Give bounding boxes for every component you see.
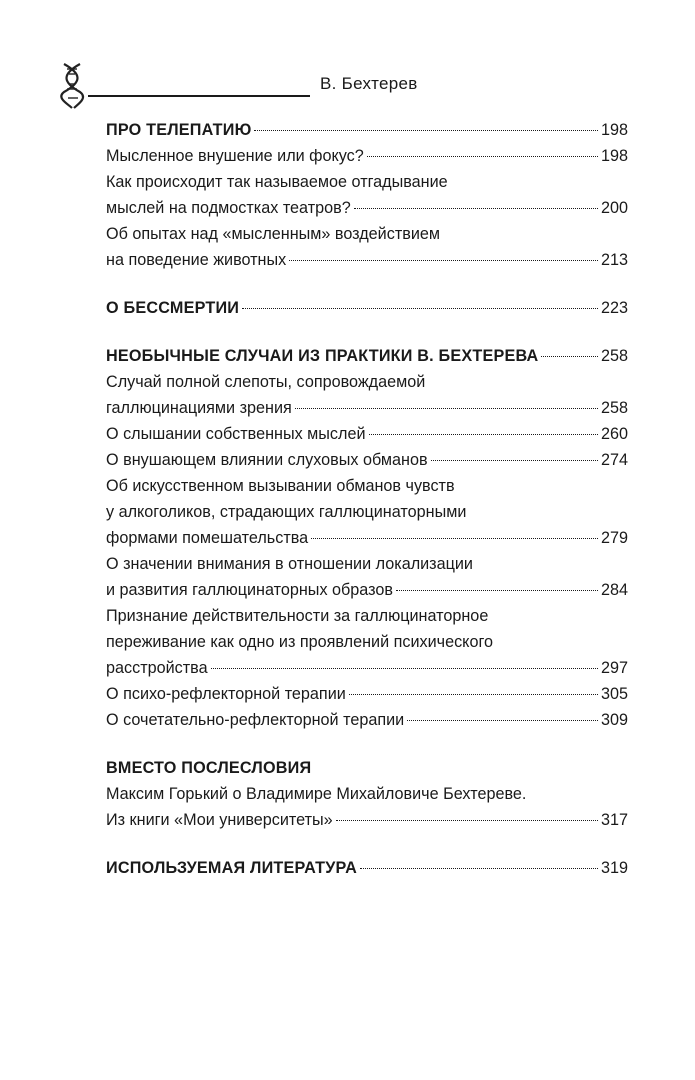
toc-entry-title: Из книги «Мои университеты» (106, 811, 333, 829)
toc-entry-title: О слышании собственных мыслей (106, 425, 366, 443)
toc-section (106, 343, 628, 733)
toc-entry-title: галлюцинациями зрения (106, 399, 292, 417)
dot-leader (396, 590, 598, 591)
toc-entry (106, 247, 628, 273)
toc-entry-title: Максим Горький о Владимире Михайловиче Бехтереве. (106, 785, 527, 803)
page-number: 198 (600, 121, 628, 139)
toc-section-title: НЕОБЫЧНЫЕ СЛУЧАИ ИЗ ПРАКТИКИ В. БЕХТЕРЕВА (106, 347, 539, 365)
toc-entry (106, 707, 628, 733)
dot-leader (211, 668, 598, 669)
dot-leader (541, 356, 598, 357)
toc-entry-title: О внушающем влиянии слуховых обманов (106, 451, 428, 469)
toc-entry-title: у алкоголиков, страдающих галлюцинаторными (106, 503, 467, 521)
dot-leader (295, 408, 598, 409)
running-header (58, 62, 618, 110)
toc-entry-line (106, 629, 628, 655)
toc-entry-title: и развития галлюцинаторных образов (106, 581, 393, 599)
toc-entry-title: Мысленное внушение или фокус? (106, 147, 364, 165)
page-number: 317 (600, 811, 628, 829)
toc-section-title: ПРО ТЕЛЕПАТИЮ (106, 121, 252, 139)
toc-entry (106, 681, 628, 707)
toc-entry (106, 143, 628, 169)
dot-leader (289, 260, 598, 261)
dot-leader (311, 538, 598, 539)
toc-entry (106, 655, 628, 681)
toc-section (106, 117, 628, 273)
toc-section-title: ВМЕСТО ПОСЛЕСЛОВИЯ (106, 759, 312, 777)
page-number: 305 (600, 685, 628, 703)
author-name: В. Бехтерев (320, 74, 418, 93)
toc-entry (106, 855, 628, 881)
toc-entry (106, 525, 628, 551)
page-number: 274 (600, 451, 628, 469)
toc-entry-title: О значении внимания в отношении локализации (106, 555, 473, 573)
toc-entry (106, 577, 628, 603)
toc-entry (106, 395, 628, 421)
page-number: 297 (600, 659, 628, 677)
toc-entry-line (106, 755, 628, 781)
toc-entry-title: на поведение животных (106, 251, 287, 269)
dot-leader (242, 308, 598, 309)
page-number: 200 (600, 199, 628, 217)
toc-entry (106, 295, 628, 321)
toc-section-title: О БЕССМЕРТИИ (106, 299, 240, 317)
page-number: 319 (600, 859, 628, 877)
toc-section (106, 855, 628, 881)
dot-leader (336, 820, 598, 821)
toc-entry-title: мыслей на подмостках театров? (106, 199, 351, 217)
toc-entry (106, 343, 628, 369)
toc-entry-line (106, 221, 628, 247)
page-number: 213 (600, 251, 628, 269)
toc-entry (106, 421, 628, 447)
toc-entry-title: переживание как одно из проявлений психического (106, 633, 493, 651)
dot-leader (407, 720, 598, 721)
header-rule (88, 95, 310, 97)
toc-entry (106, 447, 628, 473)
dot-leader (254, 130, 598, 131)
toc-section-title: ИСПОЛЬЗУЕМАЯ ЛИТЕРАТУРА (106, 859, 357, 877)
toc-entry-line (106, 551, 628, 577)
table-of-contents (106, 117, 628, 903)
dot-leader (349, 694, 598, 695)
toc-section (106, 295, 628, 321)
toc-entry-title: Случай полной слепоты, сопровождаемой (106, 373, 426, 391)
toc-entry-line (106, 473, 628, 499)
toc-entry (106, 807, 628, 833)
toc-entry-line (106, 781, 628, 807)
toc-entry-title: Признание действительности за галлюцинаторное (106, 607, 489, 625)
page-number: 279 (600, 529, 628, 547)
toc-entry-title: Об опытах над «мысленным» воздействием (106, 225, 441, 243)
toc-entry-title: расстройства (106, 659, 208, 677)
toc-entry (106, 117, 628, 143)
toc-entry-title: Как происходит так называемое отгадывание (106, 173, 448, 191)
page-number: 284 (600, 581, 628, 599)
dot-leader (367, 156, 598, 157)
dot-leader (354, 208, 598, 209)
toc-entry-title: О психо-рефлекторной терапии (106, 685, 346, 703)
page-number: 309 (600, 711, 628, 729)
page-number: 198 (600, 147, 628, 165)
dot-leader (360, 868, 598, 869)
page-number: 258 (600, 399, 628, 417)
toc-section (106, 755, 628, 833)
toc-entry-line (106, 603, 628, 629)
dot-leader (369, 434, 598, 435)
toc-entry-line (106, 169, 628, 195)
toc-entry-line (106, 369, 628, 395)
page-number: 223 (600, 299, 628, 317)
toc-entry (106, 195, 628, 221)
toc-entry-title: Об искусственном вызывании обманов чувств (106, 477, 455, 495)
dna-helix-icon (58, 62, 88, 110)
toc-entry-title: О сочетательно-рефлекторной терапии (106, 711, 405, 729)
dot-leader (431, 460, 598, 461)
toc-entry-line (106, 499, 628, 525)
toc-entry-title: формами помешательства (106, 529, 309, 547)
page-number: 258 (600, 347, 628, 365)
page-number: 260 (600, 425, 628, 443)
